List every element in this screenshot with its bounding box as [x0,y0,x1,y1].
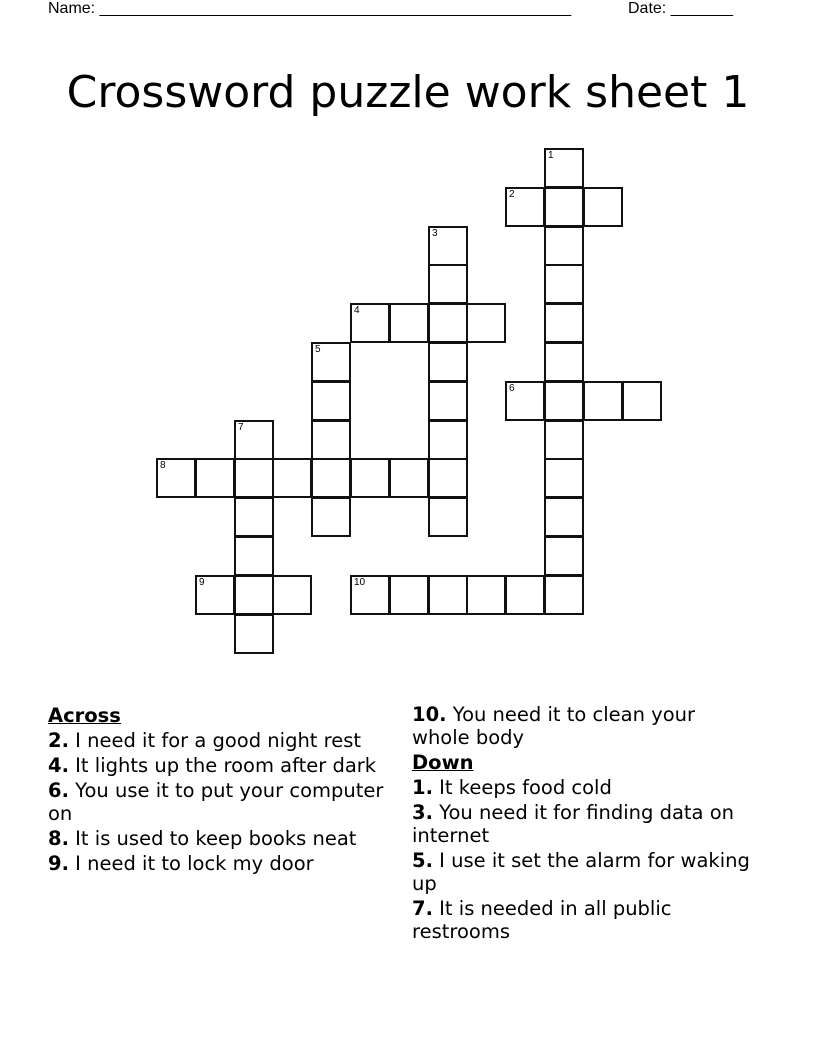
crossword-cell[interactable] [544,226,584,266]
clue-across-10 [412,703,752,749]
cell-clue-number: 4 [354,305,360,316]
crossword-cell[interactable] [234,458,274,498]
clue-text: I use it set the alarm for waking up [412,849,750,895]
clue-number: 2. [48,729,69,752]
crossword-cell[interactable] [428,226,468,266]
page-title: Crossword puzzle work sheet 1 [66,67,750,119]
clue-number: 7. [412,897,433,920]
crossword-cell[interactable] [505,381,545,421]
crossword-cell[interactable] [350,458,390,498]
crossword-cell[interactable] [234,420,274,460]
clue-number: 1. [412,776,433,799]
clue-across-8 [48,827,388,850]
clue-text: You use it to put your computer on [48,779,384,825]
crossword-cell[interactable] [544,303,584,343]
cell-clue-number: 6 [509,383,515,394]
cell-clue-number: 8 [160,460,166,471]
date-field-label: Date: _______ [628,0,733,17]
crossword-cell[interactable] [583,381,623,421]
cell-clue-number: 2 [509,189,515,200]
crossword-cell[interactable] [311,342,351,382]
clue-number: 8. [48,827,69,850]
clue-across-9 [48,852,388,875]
crossword-cell[interactable] [544,536,584,576]
crossword-cell[interactable] [505,187,545,227]
crossword-cell[interactable] [234,614,274,654]
crossword-cell[interactable] [389,575,429,615]
cell-clue-number: 5 [315,344,321,355]
clue-text: It keeps food cold [432,776,612,799]
clue-down-3 [412,801,752,847]
crossword-cell[interactable] [428,303,468,343]
crossword-cell[interactable] [544,381,584,421]
clue-across-2 [48,729,388,752]
crossword-cell[interactable] [544,187,584,227]
crossword-cell[interactable] [195,458,235,498]
crossword-cell[interactable] [350,575,390,615]
crossword-cell[interactable] [466,303,506,343]
clue-text: It is used to keep books neat [68,827,357,850]
cell-clue-number: 9 [199,577,205,588]
clue-text: I need it to lock my door [68,852,314,875]
crossword-cell[interactable] [544,420,584,460]
cell-clue-number: 7 [238,422,244,433]
crossword-cell[interactable] [544,575,584,615]
crossword-cell[interactable] [428,458,468,498]
crossword-cell[interactable] [544,148,584,188]
clue-down-7 [412,897,752,943]
across-heading: Across [48,704,121,727]
crossword-cell[interactable] [428,264,468,304]
crossword-cell[interactable] [466,575,506,615]
clue-number: 10. [412,703,447,726]
clue-number: 9. [48,852,69,875]
clue-number: 4. [48,754,69,777]
clue-text: It is needed in all public restrooms [412,897,672,943]
crossword-cell[interactable] [350,303,390,343]
crossword-cell[interactable] [544,497,584,537]
crossword-cell[interactable] [272,458,312,498]
clue-text: I need it for a good night rest [68,729,362,752]
crossword-cell[interactable] [234,575,274,615]
clue-number: 3. [412,801,433,824]
crossword-cell[interactable] [583,187,623,227]
crossword-cell[interactable] [389,458,429,498]
crossword-cell[interactable] [234,497,274,537]
crossword-cell[interactable] [195,575,235,615]
crossword-cell[interactable] [544,264,584,304]
clue-text: You need it to clean your whole body [412,703,696,749]
crossword-cell[interactable] [544,458,584,498]
clue-down-5 [412,849,752,895]
clues-column-left [48,703,388,877]
crossword-cell[interactable] [428,342,468,382]
crossword-cell[interactable] [311,381,351,421]
crossword-cell[interactable] [311,420,351,460]
cell-clue-number: 1 [548,150,554,161]
crossword-cell[interactable] [234,536,274,576]
crossword-cell[interactable] [156,458,196,498]
crossword-cell[interactable] [311,458,351,498]
crossword-cell[interactable] [505,575,545,615]
clue-number: 5. [412,849,433,872]
clue-across-6 [48,779,388,825]
clue-number: 6. [48,779,69,802]
crossword-cell[interactable] [428,381,468,421]
clue-text: It lights up the room after dark [68,754,377,777]
crossword-cell[interactable] [311,497,351,537]
crossword-cell[interactable] [428,497,468,537]
crossword-cell[interactable] [389,303,429,343]
clue-text: You need it for finding data on internet [412,801,734,847]
crossword-cell[interactable] [428,575,468,615]
clue-across-4 [48,754,388,777]
crossword-cell[interactable] [544,342,584,382]
clue-down-1 [412,776,752,799]
crossword-cell[interactable] [622,381,662,421]
crossword-cell[interactable] [272,575,312,615]
crossword-cell[interactable] [428,420,468,460]
name-field-label: Name: _____________________________________________________ [48,0,572,17]
cell-clue-number: 10 [354,577,366,588]
down-heading: Down [412,751,474,774]
cell-clue-number: 3 [432,228,438,239]
clues-column-right [412,703,752,945]
